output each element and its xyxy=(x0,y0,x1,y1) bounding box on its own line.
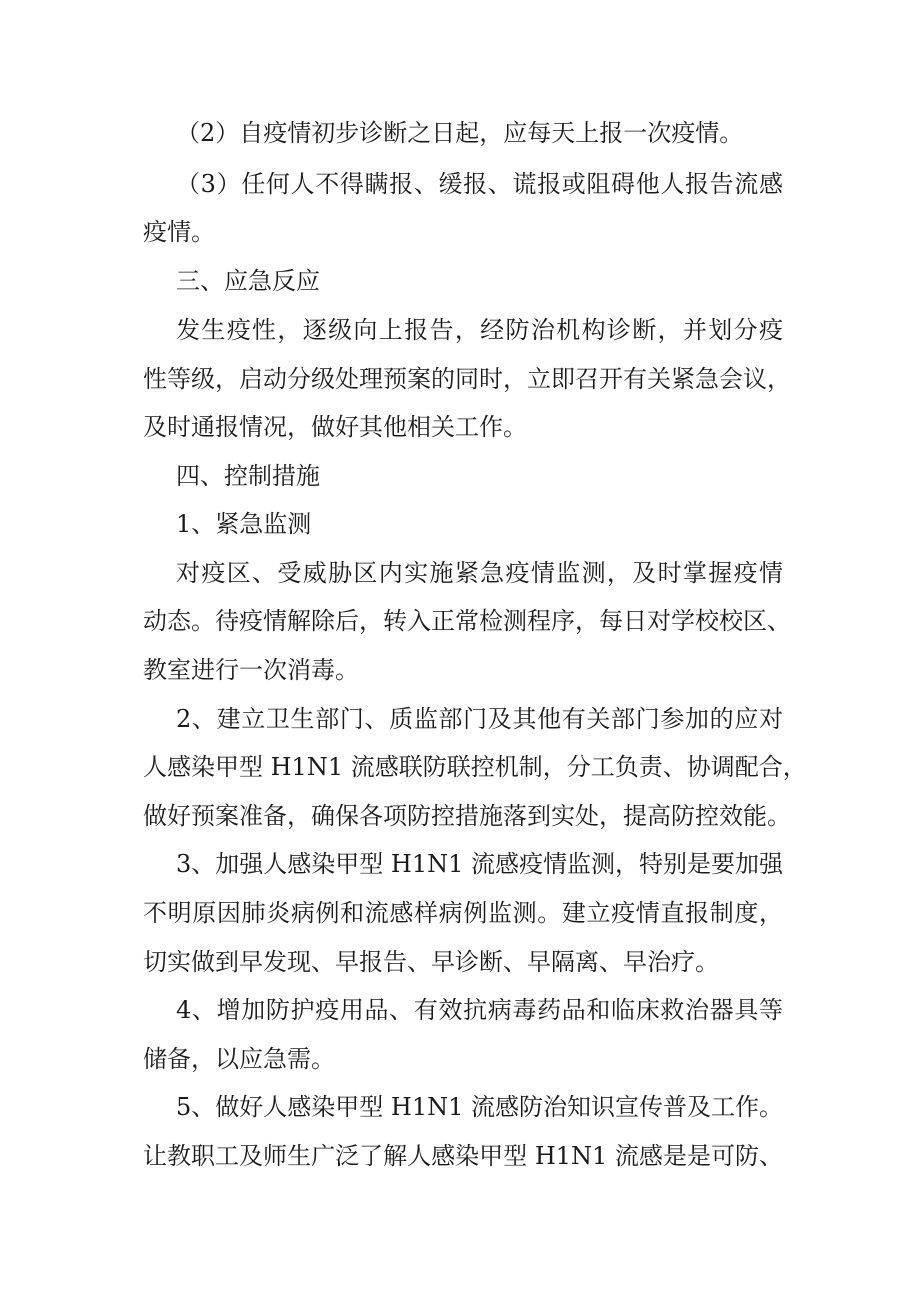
paragraph-line: 切实做到早发现、早报告、早诊断、早隔离、早治疗。 xyxy=(143,948,719,976)
paragraph-line: 发生疫性，逐级向上报告，经防治机构诊断，并划分疫 xyxy=(176,316,783,344)
paragraph-line: （2）自疫情初步诊断之日起，应每天上报一次疫情。 xyxy=(176,119,744,147)
paragraph-line: 教室进行一次消毒。 xyxy=(143,656,359,684)
paragraph-line: 5、做好人感染甲型 H1N1 流感防治知识宣传普及工作。 xyxy=(176,1093,783,1121)
paragraph-line: 2、建立卫生部门、质监部门及其他有关部门参加的应对 xyxy=(176,705,783,733)
paragraph-line: 人感染甲型 H1N1 流感联防联控机制，分工负责、协调配合， xyxy=(143,753,807,781)
paragraph-line: 做好预案准备，确保各项防控措施落到实处，提高防控效能。 xyxy=(143,802,791,830)
paragraph-line: 性等级，启动分级处理预案的同时，立即召开有关紧急会议， xyxy=(143,365,791,393)
subsection-heading: 1、紧急监测 xyxy=(176,510,312,538)
paragraph-line: （3）任何人不得瞒报、缓报、谎报或阻碍他人报告流感 xyxy=(176,170,783,198)
section-heading: 三、应急反应 xyxy=(176,267,320,295)
paragraph-line: 对疫区、受威胁区内实施紧急疫情监测，及时掌握疫情 xyxy=(176,559,783,587)
paragraph-line: 让教职工及师生广泛了解人感染甲型 H1N1 流感是是可防、 xyxy=(143,1142,783,1170)
section-heading: 四、控制措施 xyxy=(176,462,320,490)
paragraph-line: 及时通报情况，做好其他相关工作。 xyxy=(143,413,527,441)
paragraph-line: 3、加强人感染甲型 H1N1 流感疫情监测，特别是要加强 xyxy=(176,850,783,878)
paragraph-line: 不明原因肺炎病例和流感样病例监测。建立疫情直报制度， xyxy=(143,899,783,927)
paragraph-line: 储备，以应急需。 xyxy=(143,1045,335,1073)
paragraph-line: 疫情。 xyxy=(143,218,215,246)
paragraph-line: 动态。待疫情解除后，转入正常检测程序，每日对学校校区、 xyxy=(143,607,791,635)
paragraph-line: 4、增加防护疫用品、有效抗病毒药品和临床救治器具等 xyxy=(176,996,783,1024)
